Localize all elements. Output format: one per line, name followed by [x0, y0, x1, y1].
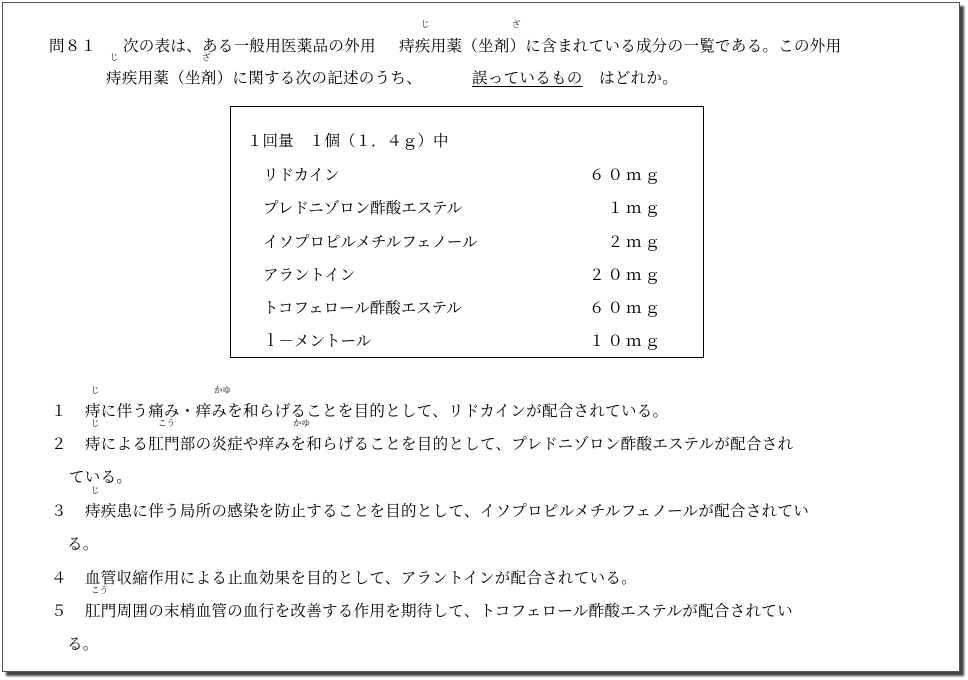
- option-text: 痔に伴う痛み・痒みを和らげることを目的として、リドカインが配合されている。: [85, 402, 669, 420]
- ingredient-amount: ２０ｍｇ: [588, 266, 663, 284]
- option-text-continued: る。: [67, 535, 99, 553]
- option-number: １: [51, 402, 67, 420]
- option-number: ４: [51, 569, 67, 587]
- option-ruby: こう: [158, 419, 176, 429]
- ingredient-amount: １０ｍｇ: [588, 332, 663, 350]
- option-text: 痔による肛門部の炎症や痒みを和らげることを目的として、プレドニゾロン酢酸エステルが配合され: [85, 435, 794, 453]
- question-line1-b: 痔疾用薬（坐剤）に含まれている成分の一覧である。この外用: [399, 37, 842, 55]
- ruby-ji-2: じ: [110, 53, 119, 63]
- option-ruby: こう: [91, 586, 109, 596]
- option-ruby: じ: [91, 419, 100, 429]
- table-row: [263, 263, 663, 283]
- option-number: ５: [51, 602, 67, 620]
- ingredient-name: アラントイン: [263, 266, 356, 284]
- ingredient-name: リドカイン: [263, 166, 340, 184]
- question-line2-a: 痔疾用薬（坐剤）に関する次の記述のうち、: [106, 69, 423, 87]
- option-ruby: じ: [91, 486, 100, 496]
- option-text-continued: る。: [67, 635, 99, 653]
- table-row: [263, 163, 663, 183]
- option-text: 痔疾患に伴う局所の感染を防止することを目的として、イソプロピルメチルフェノールが配合されてい: [85, 502, 810, 520]
- ingredient-table: [230, 106, 704, 358]
- option-number: ３: [51, 502, 67, 520]
- option-text-continued: ている。: [69, 468, 133, 486]
- question-number: 問８１: [49, 37, 97, 55]
- ingredient-amount: ２ｍｇ: [607, 233, 663, 251]
- ruby-za-2: ざ: [202, 53, 211, 63]
- table-header: １回量 １個（１．４ｇ）中: [247, 132, 449, 150]
- ingredient-name: トコフェロール酢酸エステル: [263, 299, 462, 317]
- ingredient-name: ｌ－メントール: [263, 332, 372, 350]
- table-row: [263, 296, 663, 316]
- ingredient-name: イソプロピルメチルフェノール: [263, 233, 478, 251]
- table-row: [263, 329, 663, 349]
- ingredient-amount: ６０ｍｇ: [588, 299, 663, 317]
- table-row: [263, 230, 663, 250]
- ingredient-amount: １ｍｇ: [607, 199, 663, 217]
- option-number: ２: [51, 435, 67, 453]
- option-text: 血管収縮作用による止血効果を目的として、アラントインが配合されている。: [85, 569, 637, 587]
- ingredient-name: プレドニゾロン酢酸エステル: [263, 199, 463, 217]
- option-ruby: かゆ: [293, 419, 311, 429]
- question-line1-a: 次の表は、ある一般用医薬品の外用: [123, 37, 376, 55]
- ingredient-amount: ６０ｍｇ: [588, 166, 663, 184]
- option-ruby: じ: [91, 386, 100, 396]
- ruby-ji: じ: [421, 20, 430, 30]
- option-text: 肛門周囲の末梢血管の血行を改善する作用を期待して、トコフェロール酢酸エステルが配合されてい: [85, 602, 793, 620]
- table-row: [263, 196, 663, 216]
- question-line2-b: はどれか。: [599, 69, 679, 87]
- ruby-za: ざ: [512, 20, 521, 30]
- document-page: [2, 2, 960, 672]
- question-underlined-phrase: 誤っているもの: [472, 69, 583, 87]
- option-ruby: かゆ: [214, 386, 232, 396]
